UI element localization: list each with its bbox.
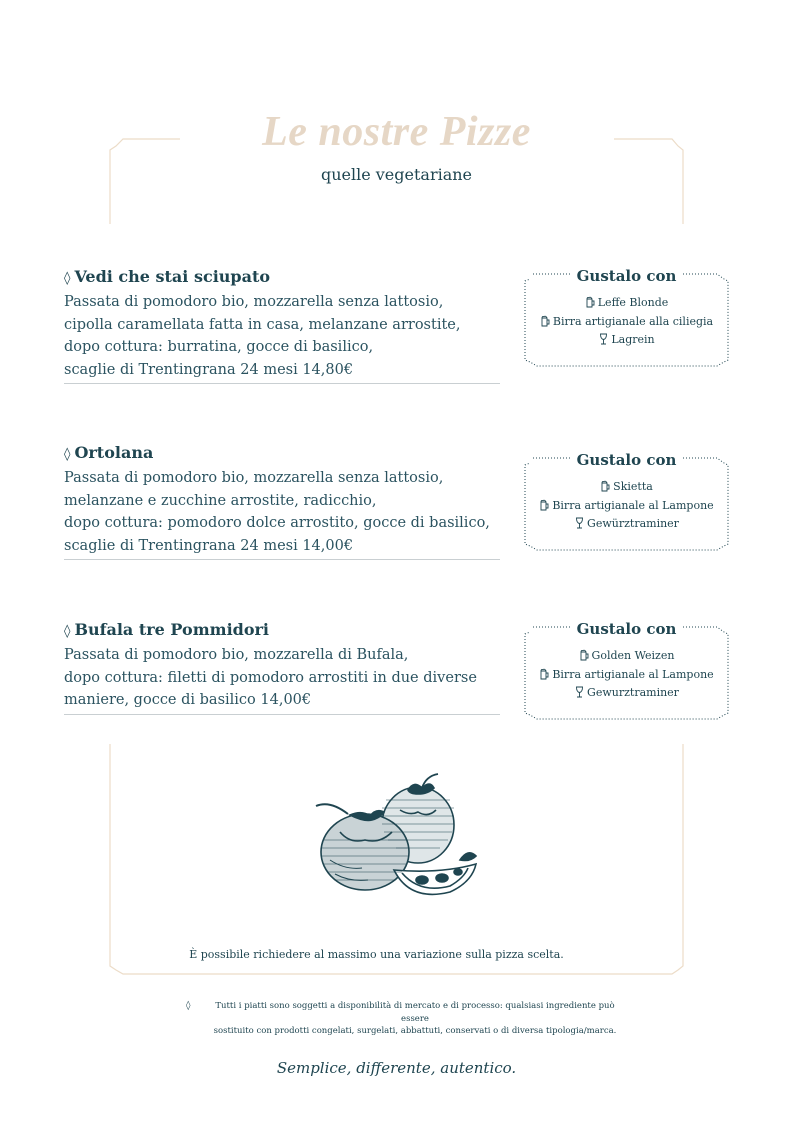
item-name: ◊ Ortolana — [64, 443, 154, 462]
item-description: Passata di pomodoro bio, mozzarella senza lattosio, cipolla caramellata fatta in casa, melanzane arrostite, dopo cottura: burratina, gocce di basilico, scaglie di Trentingrana 24 mesi 14,80€ — [64, 294, 461, 378]
pairing-list — [521, 478, 732, 534]
pairing-drink: Leffe Blonde — [521, 294, 732, 313]
beer-mug-icon — [600, 480, 611, 492]
pairing-drink: Golden Weizen — [521, 647, 732, 666]
tomato-illustration-icon — [310, 770, 485, 905]
diamond-bullet: ◊ — [186, 1001, 191, 1011]
pairing-drink: Skietta — [521, 478, 732, 497]
pairing-drink: Birra artigianale alla ciliegia — [521, 313, 732, 332]
pairing-heading: Gustalo con — [576, 620, 677, 638]
diamond-bullet: ◊ — [64, 447, 71, 462]
beer-mug-icon — [539, 499, 550, 511]
beer-mug-icon — [585, 296, 596, 308]
pairing-list — [521, 647, 732, 703]
tagline: Semplice, differente, autentico. — [276, 1059, 517, 1077]
variation-note: È possibile richiedere al massimo una variazione sulla pizza scelta. — [189, 948, 564, 961]
pairing-drink: Birra artigianale al Lampone — [521, 497, 732, 516]
diamond-bullet: ◊ — [64, 271, 71, 286]
pairing-heading: Gustalo con — [576, 451, 677, 469]
beer-mug-icon — [539, 668, 550, 680]
disclaimer — [186, 1000, 626, 1038]
item-description: Passata di pomodoro bio, mozzarella senza lattosio, melanzane e zucchine arrostite, radicchio, dopo cottura: pomodoro dolce arrostito, gocce di basilico, scaglie di Trentingrana 24 mesi 14,00€ — [64, 470, 490, 554]
page-subtitle: quelle vegetariane — [320, 165, 473, 184]
pairing-drink: Lagrein — [521, 331, 732, 350]
wine-glass-icon — [598, 333, 609, 345]
pairing-list — [521, 294, 732, 350]
pairing-box — [521, 266, 732, 350]
menu-item — [64, 618, 500, 715]
beer-mug-icon — [579, 649, 590, 661]
menu-item — [64, 441, 500, 560]
item-name: ◊ Vedi che stai sciupato — [64, 267, 271, 286]
wine-glass-icon — [574, 517, 585, 529]
pairing-box — [521, 450, 732, 534]
beer-mug-icon — [540, 315, 551, 327]
pairing-box — [521, 619, 732, 703]
item-name: ◊ Bufala tre Pommidori — [64, 620, 270, 639]
wine-glass-icon — [574, 686, 585, 698]
page-title: Le nostre Pizze — [262, 109, 531, 155]
diamond-bullet: ◊ — [64, 624, 71, 639]
pairing-drink: Birra artigianale al Lampone — [521, 666, 732, 685]
pairing-heading: Gustalo con — [576, 267, 677, 285]
item-description: Passata di pomodoro bio, mozzarella di Bufala, dopo cottura: filetti di pomodoro arrostiti in due diverse maniere, gocce di basilico 14,00€ — [64, 647, 477, 708]
pairing-drink: Gewurztraminer — [521, 684, 732, 703]
disclaimer-line: Tutti i piatti sono soggetti a disponibilità di mercato e di processo: qualsiasi ingrediente può essere — [215, 1001, 615, 1024]
disclaimer-line: sostituito con prodotti congelati, surgelati, abbattuti, conservati o di diversa tipologia/marca. — [213, 1026, 617, 1036]
pairing-drink: Gewürztraminer — [521, 515, 732, 534]
menu-item — [64, 265, 500, 384]
